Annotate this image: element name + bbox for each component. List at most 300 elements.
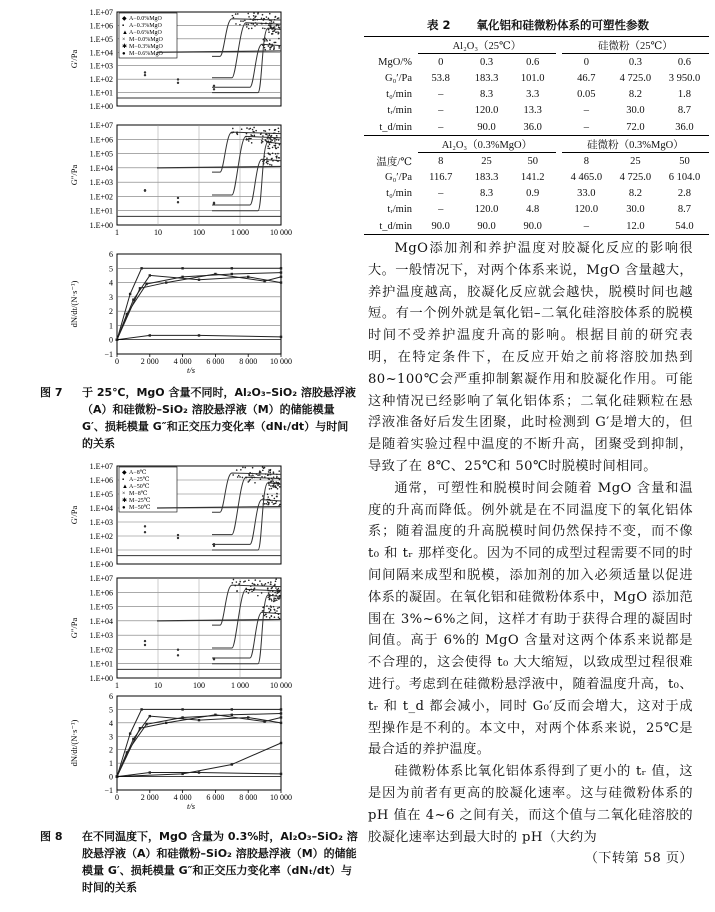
data-point [241, 128, 243, 130]
data-point [267, 161, 269, 163]
data-point [269, 617, 271, 619]
data-point [268, 29, 270, 31]
y-axis-label: G"/Pa [69, 164, 79, 186]
data-point [245, 588, 247, 590]
data-point [244, 467, 246, 469]
data-point [269, 148, 271, 150]
x-tick-label: 1 000 [231, 681, 249, 688]
data-point [275, 153, 277, 155]
data-point [268, 31, 270, 33]
data-point [214, 273, 216, 275]
data-point [198, 334, 200, 336]
data-point [276, 160, 278, 162]
data-point [278, 128, 280, 130]
data-point [268, 471, 270, 473]
data-point [255, 15, 257, 17]
data-point [275, 481, 277, 483]
data-point [252, 475, 254, 477]
data-point [268, 141, 270, 143]
data-marks [116, 708, 282, 778]
data-point [231, 708, 233, 710]
table-cell: 0 [583, 56, 589, 68]
y-tick-label: 1.E+01 [89, 206, 113, 216]
data-point [251, 591, 253, 593]
y-tick-label: 4 [109, 278, 113, 288]
data-point [246, 127, 248, 129]
data-point [261, 583, 263, 585]
table-cell: – [583, 121, 589, 133]
table-cell: 8.3 [479, 89, 494, 101]
data-point [254, 477, 256, 479]
table-cell: 8 [583, 155, 589, 167]
y-tick-label: 1.E+02 [89, 645, 113, 655]
data-point [235, 23, 237, 25]
data-point [276, 135, 278, 137]
y-tick-label: 1.E+07 [89, 574, 113, 583]
data-point [144, 74, 146, 76]
data-point [278, 139, 280, 141]
data-point [257, 595, 259, 597]
data-point [260, 478, 262, 480]
data-point [280, 336, 282, 338]
table-cell: 0.05 [577, 89, 596, 101]
data-point [181, 708, 183, 710]
data-point [129, 293, 131, 295]
data-point [247, 716, 249, 718]
y-tick-label: 1.E+06 [89, 135, 113, 145]
data-point [235, 13, 237, 15]
row-label: G₀′/Pa [385, 72, 412, 84]
table-row [364, 87, 709, 103]
table-row [364, 103, 709, 119]
y-tick-label: 1.E+03 [89, 178, 113, 188]
data-point [278, 607, 280, 609]
data-point [276, 599, 278, 601]
data-point [245, 24, 247, 26]
data-point [272, 31, 274, 33]
paragraph-2: 通常，可塑性和脱模时间会随着 MgO 含量和温度的升高而降低。例外就是在不同温度下的氧化铝体系；随着温度的升高脱模时间仍然保持不变，而不像 t₀ 和 tᵣ 那样变化。因为不同的成型过程需要不同的时间间隔来成型和脱模，添加剂的加入必须适量以促进体系的凝固。在氧化铝和硅微粉体系中，MgO 添加范围在 3%~6%之间，这样才有助于获得合理的凝固时间值。高于 6%的 MgO 含量对这两个体系来说都是不合理的，这会使得 t₀ 大大缩短，以致成型过程很难进行。考虑到在硅微粉悬浮液中，随着温度升高，t₀、tᵣ 和 t_d 都会减小，同时 G₀′反而会增大，这对于成型操作是不利的。本文中，对两个体系来说，25℃是最合适的养护温度。 [368, 480, 693, 758]
data-point [267, 496, 269, 498]
data-point [245, 136, 247, 138]
y-tick-label: 1.E+02 [89, 532, 113, 541]
data-point [213, 88, 215, 90]
x-tick-label: 10 000 [270, 357, 292, 366]
table-cell: 183.3 [474, 172, 499, 184]
data-point [255, 22, 257, 24]
data-point [273, 606, 275, 608]
table-cell: 36.0 [523, 121, 542, 133]
data-point [248, 28, 250, 30]
legend-entry: M−0.6%MgO [129, 51, 163, 57]
data-point [252, 19, 254, 21]
data-point [269, 48, 271, 50]
data-point [268, 474, 270, 476]
fig8-number: 图 8 [40, 830, 63, 843]
data-point [259, 474, 261, 476]
y-tick-label: 1.E+03 [89, 631, 113, 641]
data-point [273, 48, 275, 50]
table-cell: 53.8 [431, 72, 450, 84]
legend-marker: ▪ [122, 23, 125, 29]
data-point [251, 23, 253, 25]
data-point [278, 613, 280, 615]
fig7-dn-chart [0, 242, 360, 374]
y-axis-label: G'/Pa [69, 505, 79, 525]
data-point [266, 503, 268, 505]
fig7-number: 图 7 [40, 386, 63, 399]
data-point [275, 129, 277, 131]
data-point [280, 276, 282, 278]
data-point [270, 27, 272, 29]
data-point [273, 503, 275, 505]
data-point [272, 147, 274, 149]
data-point [261, 132, 263, 134]
data-point [275, 31, 277, 33]
data-point [271, 488, 273, 490]
data-point [275, 143, 277, 145]
data-point [270, 606, 272, 608]
table-row [364, 202, 709, 218]
fig7-gprime-chart [0, 0, 360, 115]
data-point [270, 47, 272, 49]
row-label: G₀′/Pa [385, 172, 412, 184]
y-tick-label: 1.E+04 [89, 616, 113, 626]
table-cell: 3.3 [526, 89, 540, 101]
y-tick-label: 3 [109, 732, 113, 742]
data-point [266, 157, 268, 159]
data-point [279, 590, 281, 592]
data-point [269, 590, 271, 592]
data-point [265, 130, 267, 132]
data-point [276, 155, 278, 157]
y-tick-label: 1.E+06 [89, 588, 113, 598]
data-point [177, 197, 179, 199]
y-tick-label: −1 [104, 786, 113, 795]
data-point [269, 43, 271, 45]
data-point [279, 486, 281, 488]
data-point [270, 609, 272, 611]
y-tick-label: 1 [109, 321, 113, 331]
data-point [246, 133, 248, 135]
data-point [278, 26, 280, 28]
data-point [239, 24, 241, 26]
row-label: t_d/min [364, 218, 418, 235]
data-point [144, 71, 146, 73]
data-point [269, 164, 271, 166]
data-point [262, 138, 264, 140]
table-cell: 30.0 [626, 105, 645, 117]
table-header-silica: 硅微粉（25℃） [562, 37, 709, 54]
data-point [144, 640, 146, 642]
data-point [274, 592, 276, 594]
data-point [262, 610, 264, 612]
data-point [271, 20, 273, 22]
data-point [247, 13, 249, 15]
data-point [280, 271, 282, 273]
data-point [273, 27, 275, 29]
table-row [364, 153, 709, 170]
data-point [273, 42, 275, 44]
x-tick-label: 2 000 [140, 793, 159, 802]
data-point [232, 15, 234, 17]
x-tick-label: 2 000 [140, 357, 159, 366]
x-tick-label: 100 [193, 681, 205, 688]
data-point [239, 583, 241, 585]
data-point [278, 17, 280, 19]
data-point [253, 583, 255, 585]
data-point [280, 773, 282, 775]
data-point [248, 140, 250, 142]
data-point [271, 600, 273, 602]
data-point [149, 715, 151, 717]
data-point [129, 732, 131, 734]
data-point [268, 502, 270, 504]
x-tick-label: 1 000 [231, 228, 249, 237]
data-point [213, 202, 215, 204]
data-point [277, 607, 279, 609]
data-point [237, 476, 239, 478]
data-point [269, 144, 271, 146]
data-point [269, 598, 271, 600]
data-point [274, 585, 276, 587]
y-tick-label: 1.E+05 [89, 602, 113, 612]
data-point [273, 609, 275, 611]
data-point [259, 470, 261, 472]
y-tick-label: 1.E+07 [89, 121, 113, 130]
fig7-gdouble-chart [0, 116, 360, 241]
data-point [280, 281, 282, 283]
legend-marker: ✱ [122, 498, 128, 504]
table-cell: 120.0 [474, 204, 499, 216]
data-point [267, 588, 269, 590]
data-point [276, 493, 278, 495]
data-point [165, 722, 167, 724]
row-label: tᵣ/min [387, 105, 412, 117]
data-point [252, 129, 254, 131]
data-point [273, 46, 275, 48]
data-point [267, 145, 269, 147]
y-tick-label: 1.E+06 [89, 476, 113, 485]
y-tick-label: 6 [109, 692, 113, 701]
data-point [252, 131, 254, 133]
data-point [261, 23, 263, 25]
data-point [149, 771, 151, 773]
table-cell: 90.0 [510, 218, 556, 235]
y-tick-label: 1.E+05 [89, 34, 113, 44]
data-point [272, 160, 274, 162]
legend-entry: A−0.6%MgO [129, 30, 162, 36]
data-point [269, 154, 271, 156]
table-cell: 25 [630, 155, 641, 167]
data-point [267, 163, 269, 165]
data-point [262, 135, 264, 137]
data-point [270, 598, 272, 600]
data-point [280, 708, 282, 710]
data-point [276, 610, 278, 612]
table-cell: – [562, 218, 611, 235]
legend-entry: M−0.3%MgO [129, 44, 163, 50]
data-point [144, 525, 146, 527]
data-point [270, 142, 272, 144]
data-point [276, 139, 278, 141]
legend-marker: ✱ [122, 44, 128, 50]
y-tick-label: 1.E+03 [89, 61, 113, 71]
data-point [266, 605, 268, 607]
data-point [145, 283, 147, 285]
data-point [276, 501, 278, 503]
data-point [231, 267, 233, 269]
data-point [276, 137, 278, 139]
y-tick-label: 1.E+01 [89, 88, 113, 98]
data-point [272, 479, 274, 481]
table-row [364, 186, 709, 202]
data-point [268, 608, 270, 610]
data-point [239, 581, 241, 583]
data-point [271, 158, 273, 160]
y-tick-label: 2 [109, 307, 113, 317]
data-point [274, 498, 276, 500]
data-point [267, 493, 269, 495]
data-marks [116, 267, 282, 341]
data-point [139, 287, 141, 289]
legend-marker: ◆ [122, 16, 127, 22]
data-point [271, 164, 273, 166]
data-point [278, 131, 280, 133]
data-point [269, 134, 271, 136]
fig8-caption [40, 828, 358, 896]
data-point [276, 591, 278, 593]
row-label: MgO/% [378, 56, 412, 68]
data-point [262, 141, 264, 143]
data-point [257, 19, 259, 21]
data-point [268, 45, 270, 47]
legend-marker: ◆ [122, 470, 127, 476]
data-point [248, 579, 250, 581]
table-row [364, 70, 709, 86]
table-cell: 0.3 [479, 56, 494, 68]
data-point [250, 589, 252, 591]
data-point [242, 20, 244, 22]
data-point [278, 38, 280, 40]
data-point [269, 488, 271, 490]
data-point [275, 485, 277, 487]
table-cell: 72.0 [626, 121, 645, 133]
data-point [271, 495, 273, 497]
data-point [264, 28, 266, 30]
data-point [252, 583, 254, 585]
data-point [231, 132, 233, 134]
data-point [280, 716, 282, 718]
data-point [250, 138, 252, 140]
y-tick-label: 1.E+04 [89, 163, 113, 173]
data-point [272, 481, 274, 483]
table-row [364, 218, 709, 235]
data-point [198, 719, 200, 721]
data-point [274, 19, 276, 21]
fig8-dn-chart [0, 690, 360, 822]
data-point [268, 592, 270, 594]
data-point [270, 581, 272, 583]
y-tick-label: 1.E+02 [89, 192, 113, 202]
y-tick-label: 6 [109, 250, 113, 259]
y-tick-label: 1.E+04 [89, 48, 113, 58]
table-cell: 13.3 [523, 105, 542, 117]
table-cell: 8.3 [479, 188, 494, 200]
data-point [277, 589, 279, 591]
row-label: t₀/min [386, 89, 412, 101]
data-point [275, 587, 277, 589]
data-point [272, 153, 274, 155]
data-point [274, 140, 276, 142]
data-point [262, 470, 264, 472]
table-cell: 25 [481, 155, 492, 167]
y-tick-label: 3 [109, 292, 113, 302]
data-point [254, 135, 256, 137]
legend-marker: ● [122, 51, 126, 57]
data-point [269, 39, 271, 41]
data-point [273, 471, 275, 473]
data-point [253, 15, 255, 17]
y-tick-label: 1.E+07 [89, 8, 113, 17]
row-label: 温度/℃ [376, 156, 412, 168]
data-point [236, 581, 238, 583]
table-cell: 1.8 [677, 89, 692, 101]
data-point [280, 722, 282, 724]
data-point [275, 598, 277, 600]
x-tick-label: 100 [193, 228, 205, 237]
data-point [244, 20, 246, 22]
y-tick-label: 1.E+00 [89, 674, 113, 683]
data-point [266, 162, 268, 164]
y-tick-label: 1.E+01 [89, 659, 113, 669]
y-tick-label: 1.E+03 [89, 518, 113, 527]
data-point [248, 138, 250, 140]
data-point [256, 473, 258, 475]
data-point [261, 17, 263, 19]
table-cell: 4 465.0 [570, 172, 603, 184]
series-line [117, 275, 281, 339]
x-tick-label: 8 000 [239, 357, 258, 366]
data-point [267, 596, 269, 598]
data-point [265, 39, 267, 41]
data-point [253, 12, 255, 14]
data-point [274, 30, 276, 32]
data-point [276, 157, 278, 159]
y-tick-label: 1.E+01 [89, 546, 113, 555]
table-row [364, 54, 709, 71]
data-point [250, 475, 252, 477]
data-point [262, 27, 264, 29]
x-tick-label: 6 000 [206, 793, 225, 802]
data-point [237, 13, 239, 15]
data-point [276, 148, 278, 150]
data-point [257, 584, 259, 586]
data-point [279, 157, 281, 159]
table-cell: 50 [527, 155, 538, 167]
data-point [177, 534, 179, 536]
table-cell: 90.0 [463, 218, 509, 235]
data-point [274, 482, 276, 484]
table-cell: 0 [438, 56, 444, 68]
data-point [250, 134, 252, 136]
table-cell: – [438, 105, 444, 117]
legend-marker: ▲ [122, 484, 128, 490]
data-point [254, 587, 256, 589]
y-tick-label: 1.E+00 [89, 560, 113, 569]
fig8-caption-text: 在不同温度下，MgO 含量为 0.3%时，Al₂O₃–SiO₂ 溶胶悬浮液（A）和硅微粉–SiO₂ 溶胶悬浮液（M）的储能模量 G′、损耗模量 G″和正交压力变化率（dNₜ/dt）与时间的关系 [82, 830, 358, 894]
data-point [280, 742, 282, 744]
data-point [279, 595, 281, 597]
